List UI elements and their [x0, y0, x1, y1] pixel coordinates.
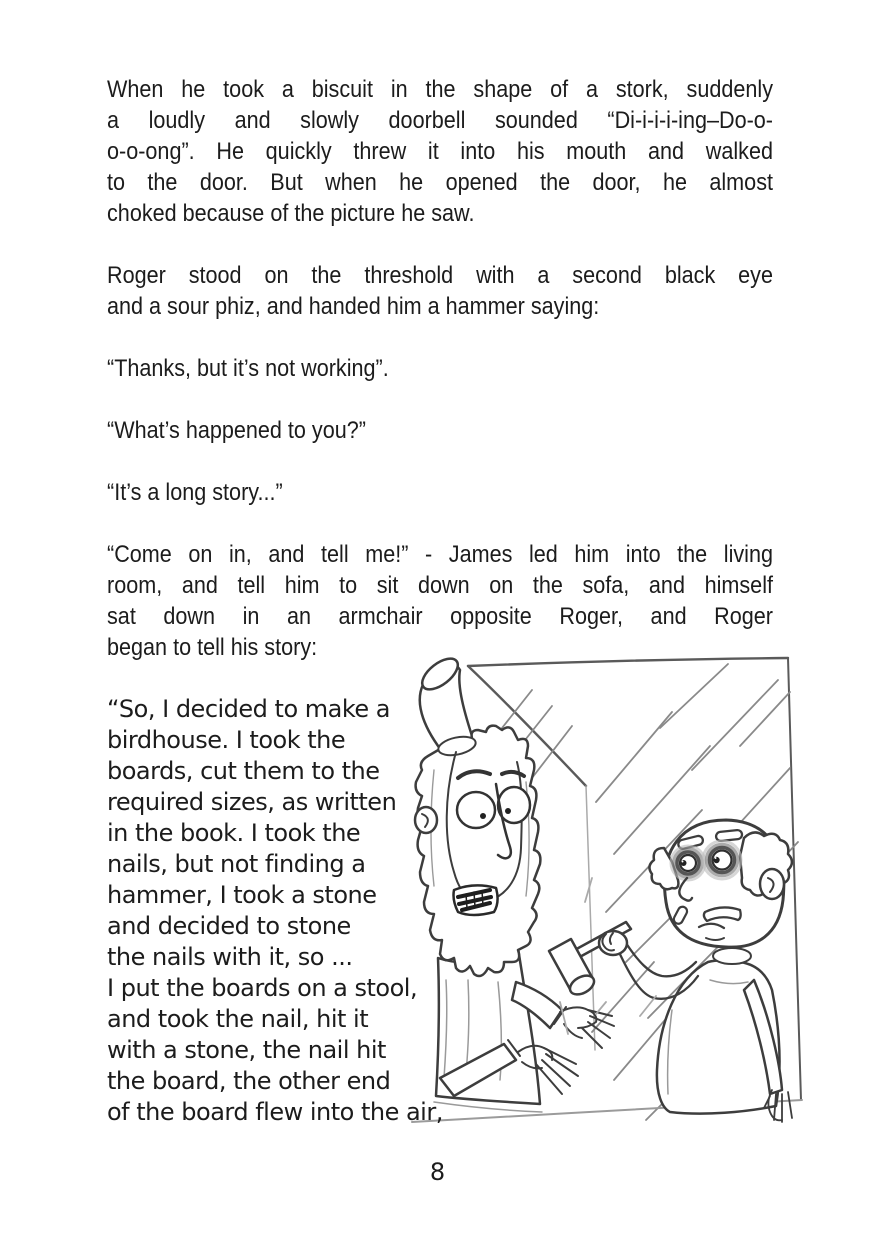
story-paragraph-1	[107, 74, 773, 229]
text-line: When he took a biscuit in the shape of a stork, suddenly	[107, 76, 773, 103]
text-line: “Come on in, and tell me!” - James led him into the living	[107, 541, 773, 568]
text-line: “So, I decided to make a	[107, 695, 390, 723]
dialogue-line-2	[107, 415, 773, 446]
story-paragraph-2	[107, 260, 773, 322]
text-line: room, and tell him to sit down on the sofa, and himself	[107, 572, 773, 599]
text-line: choked because of the picture he saw.	[107, 200, 475, 227]
text-line: in the book. I took the	[107, 819, 361, 847]
text-line: Roger stood on the threshold with a second black eye	[107, 262, 773, 289]
text-line: to the door. But when he opened the door, he almost	[107, 169, 773, 196]
text-line: nails, but not finding a	[107, 850, 366, 878]
text-line: required sizes, as written	[107, 788, 397, 816]
text-line: the board, the other end	[107, 1067, 391, 1095]
story-paragraph-wrapped	[107, 694, 527, 1128]
text-line: began to tell his story:	[107, 634, 318, 661]
dialogue-line-3	[107, 477, 773, 508]
text-line: o-o-ong”. He quickly threw it into his mouth and walked	[107, 138, 773, 165]
text-line: and took the nail, hit it	[107, 1005, 369, 1033]
text-line: the nails with it, so ...	[107, 943, 353, 971]
text-line: birdhouse. I took the	[107, 726, 346, 754]
text-line: I put the boards on a stool,	[107, 974, 418, 1002]
text-line: “It’s a long story...”	[107, 479, 283, 506]
dialogue-line-1	[107, 353, 773, 384]
text-line: boards, cut them to the	[107, 757, 380, 785]
text-line: hammer, I took a stone	[107, 881, 377, 909]
story-text	[107, 74, 847, 1128]
text-line: of the board flew into the air,	[107, 1098, 443, 1126]
text-line: sat down in an armchair opposite Roger, and Roger	[107, 603, 773, 630]
text-line: “What’s happened to you?”	[107, 417, 366, 444]
text-line: and decided to stone	[107, 912, 351, 940]
page-number: 8	[429, 1158, 446, 1186]
story-paragraph-3	[107, 539, 773, 663]
text-line: a loudly and slowly doorbell sounded “Di-i-i-i-ing–Do-o-	[107, 107, 773, 134]
text-line: “Thanks, but it’s not working”.	[107, 355, 389, 382]
text-line: and a sour phiz, and handed him a hammer saying:	[107, 293, 600, 320]
text-line: with a stone, the nail hit	[107, 1036, 386, 1064]
